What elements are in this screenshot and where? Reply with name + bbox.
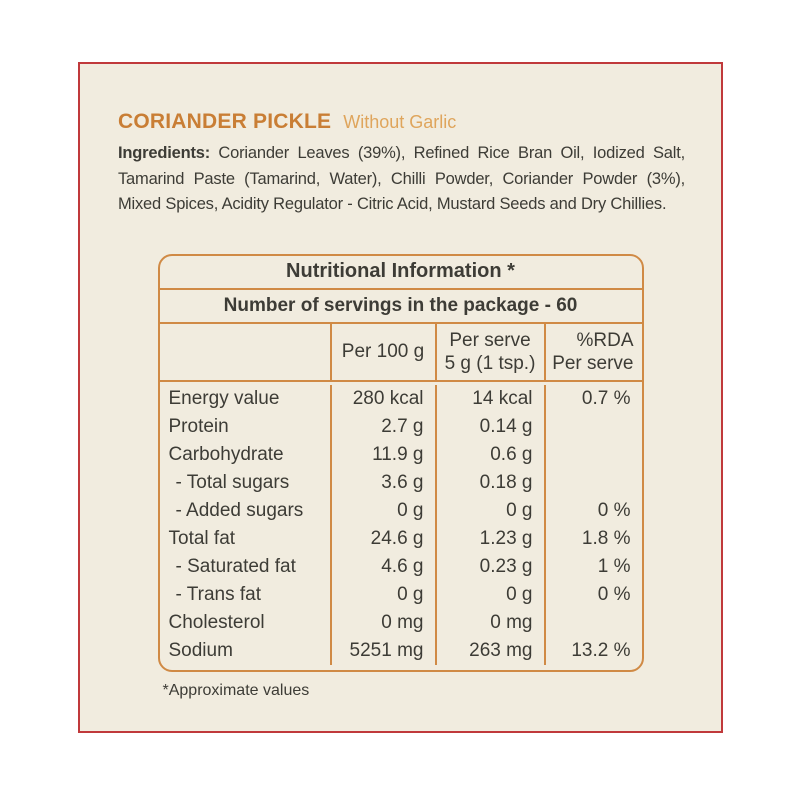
per-serve-label-line1: Per serve bbox=[449, 329, 531, 351]
per-serve-label-line2: 5 g (1 tsp.) bbox=[444, 352, 536, 374]
per-100g-label: Per 100 g bbox=[341, 341, 425, 362]
value-per-100g: 11.9 g bbox=[330, 441, 435, 469]
column-header-blank bbox=[160, 324, 330, 380]
nutrient-label: - Trans fat bbox=[175, 583, 262, 605]
value-per-serve: 0.6 g bbox=[435, 441, 544, 469]
value-per-serve: 1.23 g bbox=[435, 525, 544, 553]
value-rda-per-serve: 0 % bbox=[544, 497, 642, 525]
value-per-serve: 0.14 g bbox=[435, 413, 544, 441]
value-per-100g: 0 g bbox=[330, 497, 435, 525]
value-per-serve: 0.18 g bbox=[435, 469, 544, 497]
value-rda-per-serve bbox=[544, 469, 642, 497]
value-rda-per-serve: 13.2 % bbox=[544, 637, 642, 665]
value-per-100g: 280 kcal bbox=[330, 385, 435, 413]
value-rda-per-serve: 0 % bbox=[544, 581, 642, 609]
nutrient-label: - Saturated fat bbox=[175, 555, 296, 577]
nutrient-label: - Total sugars bbox=[175, 471, 290, 493]
rda-label-line2: Per serve bbox=[552, 352, 634, 374]
nutrition-table-body bbox=[160, 382, 642, 670]
value-rda-per-serve bbox=[544, 609, 642, 637]
nutrient-label: Carbohydrate bbox=[168, 443, 284, 465]
product-header bbox=[118, 110, 683, 134]
servings-row: Number of servings in the package - 60 bbox=[160, 290, 642, 324]
value-per-serve: 14 kcal bbox=[435, 385, 544, 413]
value-per-100g: 5251 mg bbox=[330, 637, 435, 665]
column-header-rda bbox=[544, 324, 642, 380]
value-rda-per-serve bbox=[544, 413, 642, 441]
value-per-100g: 2.7 g bbox=[330, 413, 435, 441]
nutrient-label: Protein bbox=[168, 415, 229, 437]
nutrition-section bbox=[158, 254, 644, 700]
value-per-100g: 4.6 g bbox=[330, 553, 435, 581]
value-per-serve: 0 mg bbox=[435, 609, 544, 637]
value-per-100g: 3.6 g bbox=[330, 469, 435, 497]
product-title: CORIANDER PICKLE bbox=[118, 110, 332, 133]
value-per-100g: 0 g bbox=[330, 581, 435, 609]
footnote: *Approximate values bbox=[162, 681, 310, 699]
label-card bbox=[78, 62, 723, 733]
value-rda-per-serve bbox=[544, 441, 642, 469]
table-title: Nutritional Information * bbox=[160, 256, 642, 290]
value-per-100g: 0 mg bbox=[330, 609, 435, 637]
nutrient-label: Total fat bbox=[168, 527, 236, 549]
ingredients-paragraph bbox=[118, 141, 685, 218]
nutrient-label: Sodium bbox=[168, 639, 233, 661]
value-rda-per-serve: 0.7 % bbox=[544, 385, 642, 413]
value-rda-per-serve: 1.8 % bbox=[544, 525, 642, 553]
ingredients-label: Ingredients: bbox=[118, 144, 211, 162]
column-header-row bbox=[160, 324, 642, 382]
value-per-serve: 263 mg bbox=[435, 637, 544, 665]
nutrient-label: Cholesterol bbox=[168, 611, 265, 633]
column-header-per-serve bbox=[435, 324, 544, 380]
value-per-serve: 0.23 g bbox=[435, 553, 544, 581]
nutrient-label: - Added sugars bbox=[175, 499, 304, 521]
value-per-100g: 24.6 g bbox=[330, 525, 435, 553]
value-per-serve: 0 g bbox=[435, 581, 544, 609]
value-per-serve: 0 g bbox=[435, 497, 544, 525]
value-rda-per-serve: 1 % bbox=[544, 553, 642, 581]
column-header-per-100g bbox=[330, 324, 435, 380]
product-subtitle: Without Garlic bbox=[343, 112, 457, 132]
nutrient-label: Energy value bbox=[168, 387, 280, 409]
nutrition-table bbox=[158, 254, 644, 672]
ingredients-text: Coriander Leaves (39%), Refined Rice Bran Oil, Iodized Salt, Tamarind Paste (Tamarind, Water), Chilli Powder, Coriander Powder (3%), Mixed Spices, Acidity Regulator - Citric Acid, Mustard Seeds and Dry Chillies. bbox=[118, 144, 685, 213]
rda-label-line1: %RDA bbox=[576, 329, 634, 351]
